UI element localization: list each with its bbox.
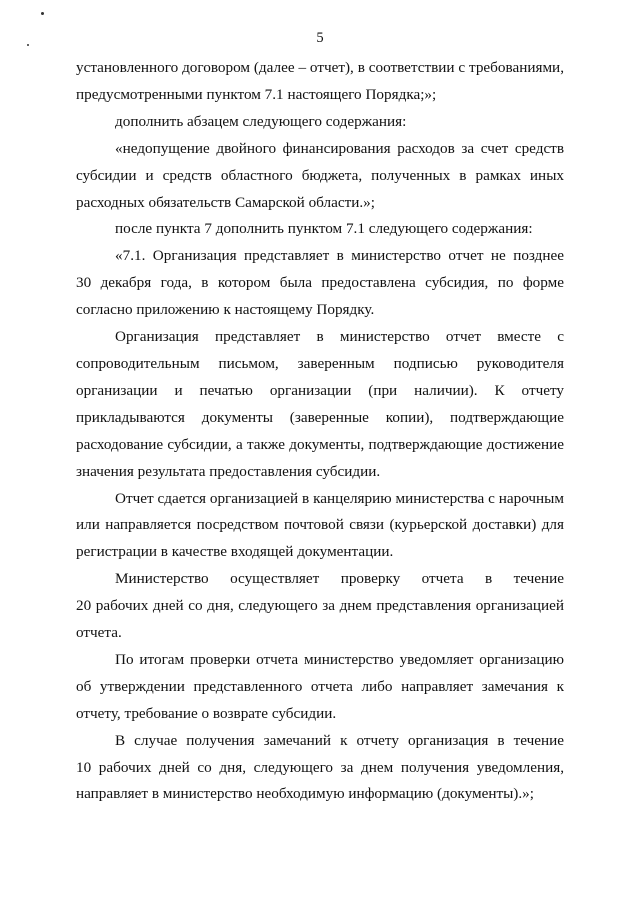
paragraph (76, 486, 564, 567)
text-line: отчету, требование о возврате субсидии. (76, 704, 337, 722)
text-line: Министерство осуществляет проверку отчета в течение (115, 570, 564, 588)
text-line: 20 рабочих дней со дня, следующего за днем представления организацией (76, 597, 564, 615)
text-line: Организация представляет в министерство отчет вместе с (115, 328, 564, 346)
paragraph (76, 647, 564, 728)
text-line: «недопущение двойного финансирования расходов за счет средств (115, 139, 564, 157)
paragraph (76, 728, 564, 809)
paragraph (76, 216, 564, 243)
paragraph (76, 566, 564, 647)
text-line: дополнить абзацем следующего содержания: (115, 112, 407, 130)
text-line: субсидии и средств областного бюджета, полученных в рамках иных (76, 166, 564, 184)
paragraph (76, 55, 564, 109)
text-line: организации и печатью организации (при наличии). К отчету (76, 381, 564, 399)
text-line: после пункта 7 дополнить пунктом 7.1 следующего содержания: (115, 220, 533, 238)
text-line: расходных обязательств Самарской области.»; (76, 193, 375, 211)
paragraph (76, 136, 564, 217)
text-line: расходование субсидии, а также документы, подтверждающие достижение (76, 435, 564, 453)
text-line: сопроводительным письмом, заверенным подписью руководителя (76, 354, 564, 372)
text-line: В случае получения замечаний к отчету организация в течение (115, 731, 564, 749)
text-line: 30 декабря года, в котором была предоставлена субсидия, по форме (76, 274, 564, 292)
text-line: Отчет сдается организацией в канцелярию министерства с нарочным (115, 489, 564, 507)
text-line: «7.1. Организация представляет в министерство отчет не позднее (115, 247, 564, 265)
page-number: 5 (316, 30, 324, 46)
text-line: 10 рабочих дней со дня, следующего за днем получения уведомления, (76, 758, 564, 776)
text-line: направляет в министерство необходимую информацию (документы).»; (76, 785, 534, 803)
paragraph (76, 109, 564, 136)
text-line: отчета. (76, 624, 122, 642)
paragraph (76, 324, 564, 485)
text-line: или направляется посредством почтовой связи (курьерской доставки) для (76, 516, 564, 534)
text-line: установленного договором (далее – отчет), в соответствии с требованиями, (76, 59, 564, 76)
text-line: согласно приложению к настоящему Порядку. (76, 301, 375, 319)
text-line: об утверждении представленного отчета либо направляет замечания к (76, 677, 564, 695)
document-body (76, 55, 564, 808)
text-line: регистрации в качестве входящей документации. (76, 543, 394, 561)
scan-mark (41, 12, 44, 15)
paragraph (76, 243, 564, 324)
text-line: значения результата предоставления субсидии. (76, 462, 381, 480)
text-line: предусмотренными пунктом 7.1 настоящего Порядка;»; (76, 85, 437, 103)
text-line: По итогам проверки отчета министерство уведомляет организацию (115, 650, 564, 668)
text-line: прикладываются документы (заверенные копии), подтверждающие (76, 408, 564, 426)
